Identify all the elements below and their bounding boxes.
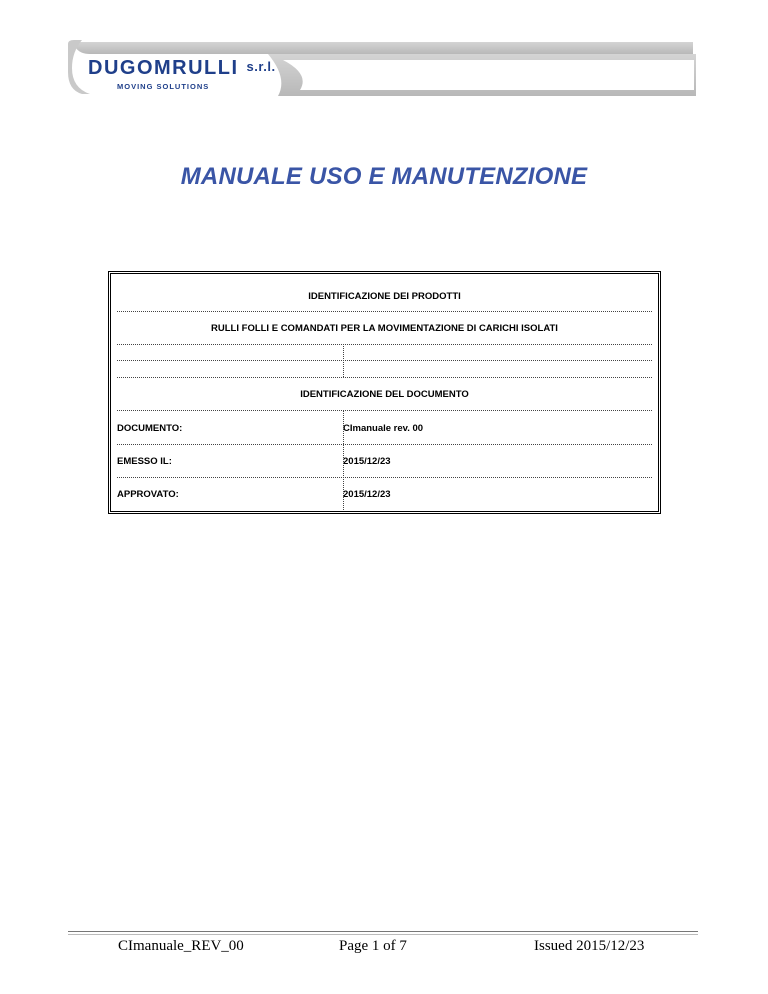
- footer-rule: [68, 934, 698, 935]
- row-value: 2015/12/23: [343, 489, 391, 500]
- company-logo: [88, 57, 276, 93]
- footer-issued-date: Issued 2015/12/23: [534, 938, 645, 954]
- logo-tagline: MOVING SOLUTIONS: [117, 82, 210, 91]
- table-row: [117, 484, 652, 506]
- table-row: [117, 451, 652, 473]
- table-column-divider: [343, 410, 344, 510]
- products-heading: IDENTIFICAZIONE DEI PRODOTTI: [308, 291, 461, 302]
- table-divider: [117, 444, 652, 445]
- row-label: APPROVATO:: [117, 489, 179, 500]
- row-value: CImanuale rev. 00: [343, 423, 424, 434]
- product-description: RULLI FOLLI E COMANDATI PER LA MOVIMENTAZIONE DI CARICHI ISOLATI: [211, 323, 558, 334]
- table-column-divider: [343, 344, 344, 377]
- page-title: MANUALE USO E MANUTENZIONE: [180, 163, 588, 190]
- table-divider: [117, 377, 652, 378]
- row-value: 2015/12/23: [343, 456, 391, 467]
- footer-rule: [68, 931, 698, 932]
- logo-suffix: s.r.l.: [246, 59, 276, 74]
- table-divider: [117, 344, 652, 345]
- logo-brand-name: DUGOMRULLI: [88, 57, 239, 79]
- row-label: DOCUMENTO:: [117, 423, 183, 434]
- table-divider: [117, 311, 652, 312]
- logo-brand: [88, 57, 276, 78]
- table-divider: [117, 360, 652, 361]
- table-divider: [117, 477, 652, 478]
- document-heading: IDENTIFICAZIONE DEL DOCUMENTO: [300, 389, 469, 400]
- identification-table: [108, 271, 661, 514]
- footer-doc-code: CImanuale_REV_00: [118, 938, 244, 954]
- row-label: EMESSO IL:: [117, 456, 172, 467]
- footer-page-number: Page 1 of 7: [339, 938, 407, 954]
- table-row: [117, 418, 652, 440]
- table-divider: [117, 410, 652, 411]
